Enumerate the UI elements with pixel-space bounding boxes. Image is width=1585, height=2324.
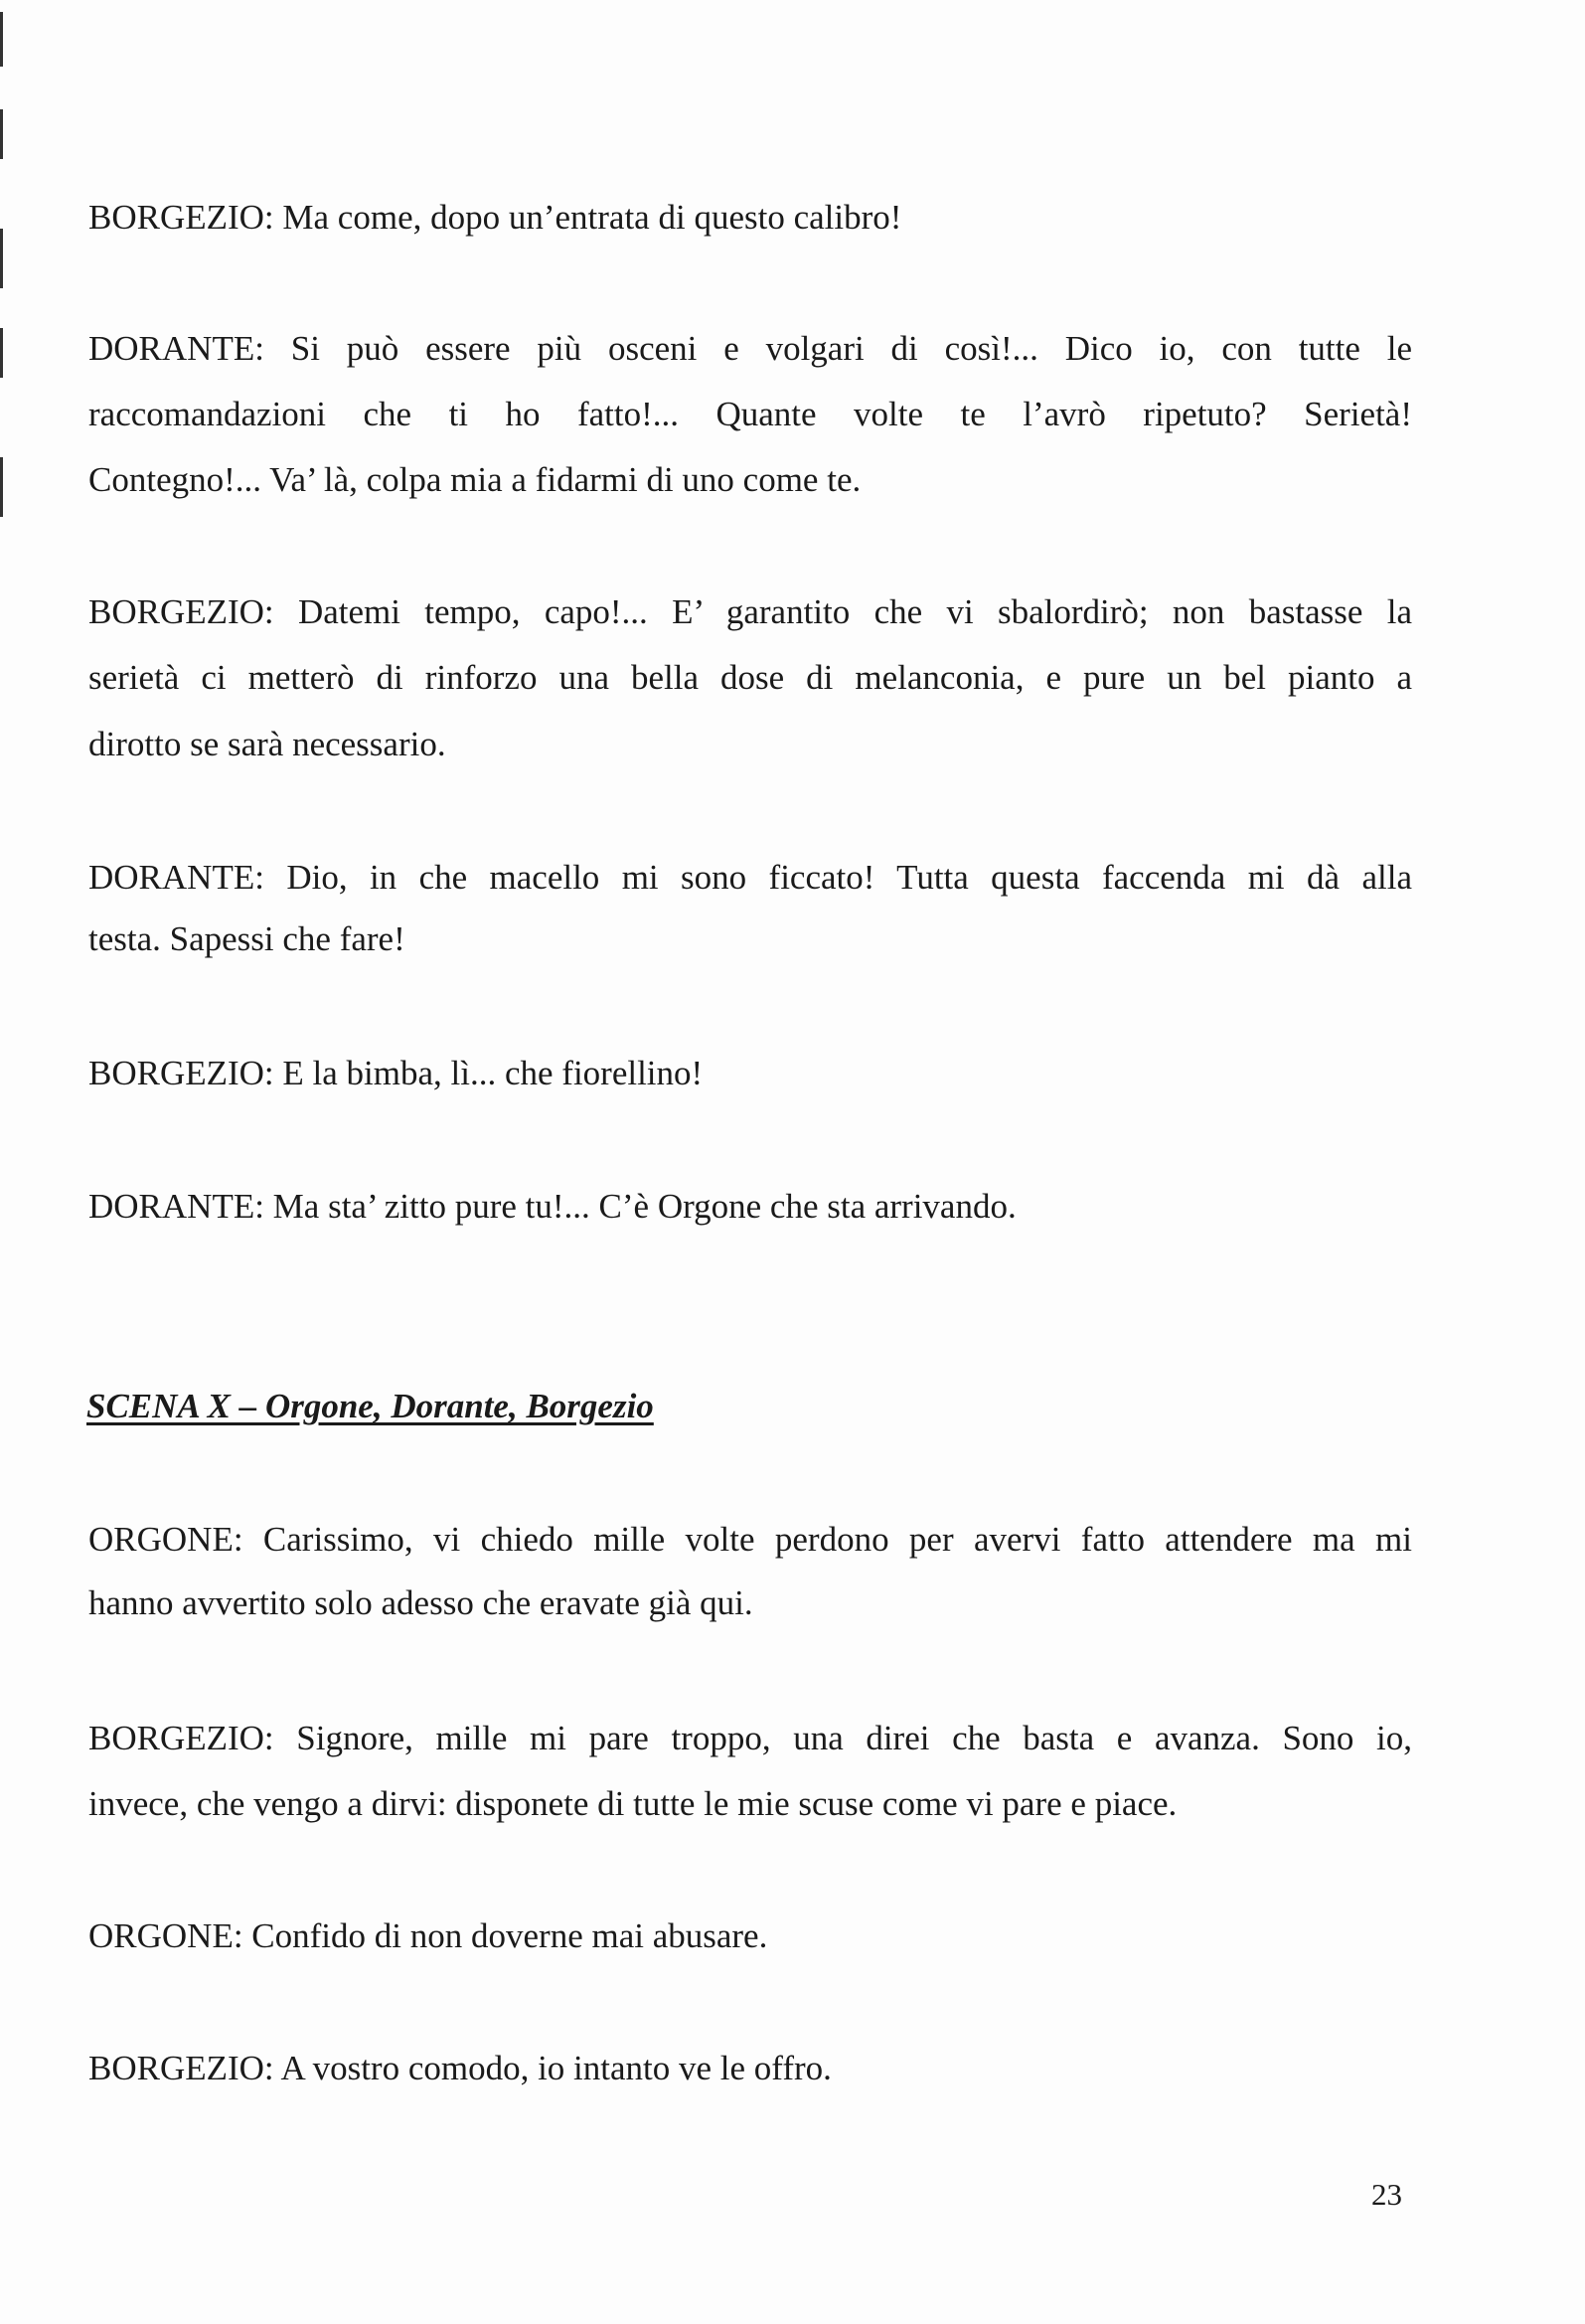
text-line: serietà ci metterò di rinforzo una bella dose di melanconia, e pure un bel pianto a <box>88 658 1412 697</box>
text-line: invece, che vengo a dirvi: disponete di tutte le mie scuse come vi pare e piace. <box>88 1784 1178 1823</box>
text-line: BORGEZIO: A vostro comodo, io intanto ve le offro. <box>88 2049 832 2087</box>
text-line: hanno avvertito solo adesso che eravate già qui. <box>88 1583 753 1622</box>
scene-heading: SCENA X – Orgone, Dorante, Borgezio <box>86 1387 654 1425</box>
text-line: ORGONE: Carissimo, vi chiedo mille volte perdono per avervi fatto attendere ma mi <box>88 1520 1412 1559</box>
text-line: DORANTE: Si può essere più osceni e volgari di così!... Dico io, con tutte le <box>88 329 1412 368</box>
text-line: BORGEZIO: Ma come, dopo un’entrata di questo calibro! <box>88 198 902 237</box>
text-line: raccomandazioni che ti ho fatto!... Quante volte te l’avrò ripetuto? Serietà! <box>88 395 1412 433</box>
text-line: BORGEZIO: Datemi tempo, capo!... E’ garantito che vi sbalordirò; non bastasse la <box>88 592 1412 631</box>
text-line: Contegno!... Va’ là, colpa mia a fidarmi di uno come te. <box>88 460 862 499</box>
scan-mark <box>0 229 3 288</box>
text-line: BORGEZIO: Signore, mille mi pare troppo, una direi che basta e avanza. Sono io, <box>88 1719 1412 1757</box>
scan-mark <box>0 457 3 517</box>
text-line: ORGONE: Confido di non doverne mai abusare. <box>88 1916 768 1955</box>
page-number: 23 <box>1371 2177 1402 2212</box>
scan-mark <box>0 12 3 67</box>
scan-mark <box>0 109 3 159</box>
text-line: dirotto se sarà necessario. <box>88 725 446 763</box>
text-line: DORANTE: Dio, in che macello mi sono ficcato! Tutta questa faccenda mi dà alla <box>88 858 1412 897</box>
text-line: testa. Sapessi che fare! <box>88 919 405 958</box>
scan-mark <box>0 328 3 378</box>
text-line: BORGEZIO: E la bimba, lì... che fiorellino! <box>88 1054 704 1092</box>
text-line: DORANTE: Ma sta’ zitto pure tu!... C’è Orgone che sta arrivando. <box>88 1187 1017 1226</box>
